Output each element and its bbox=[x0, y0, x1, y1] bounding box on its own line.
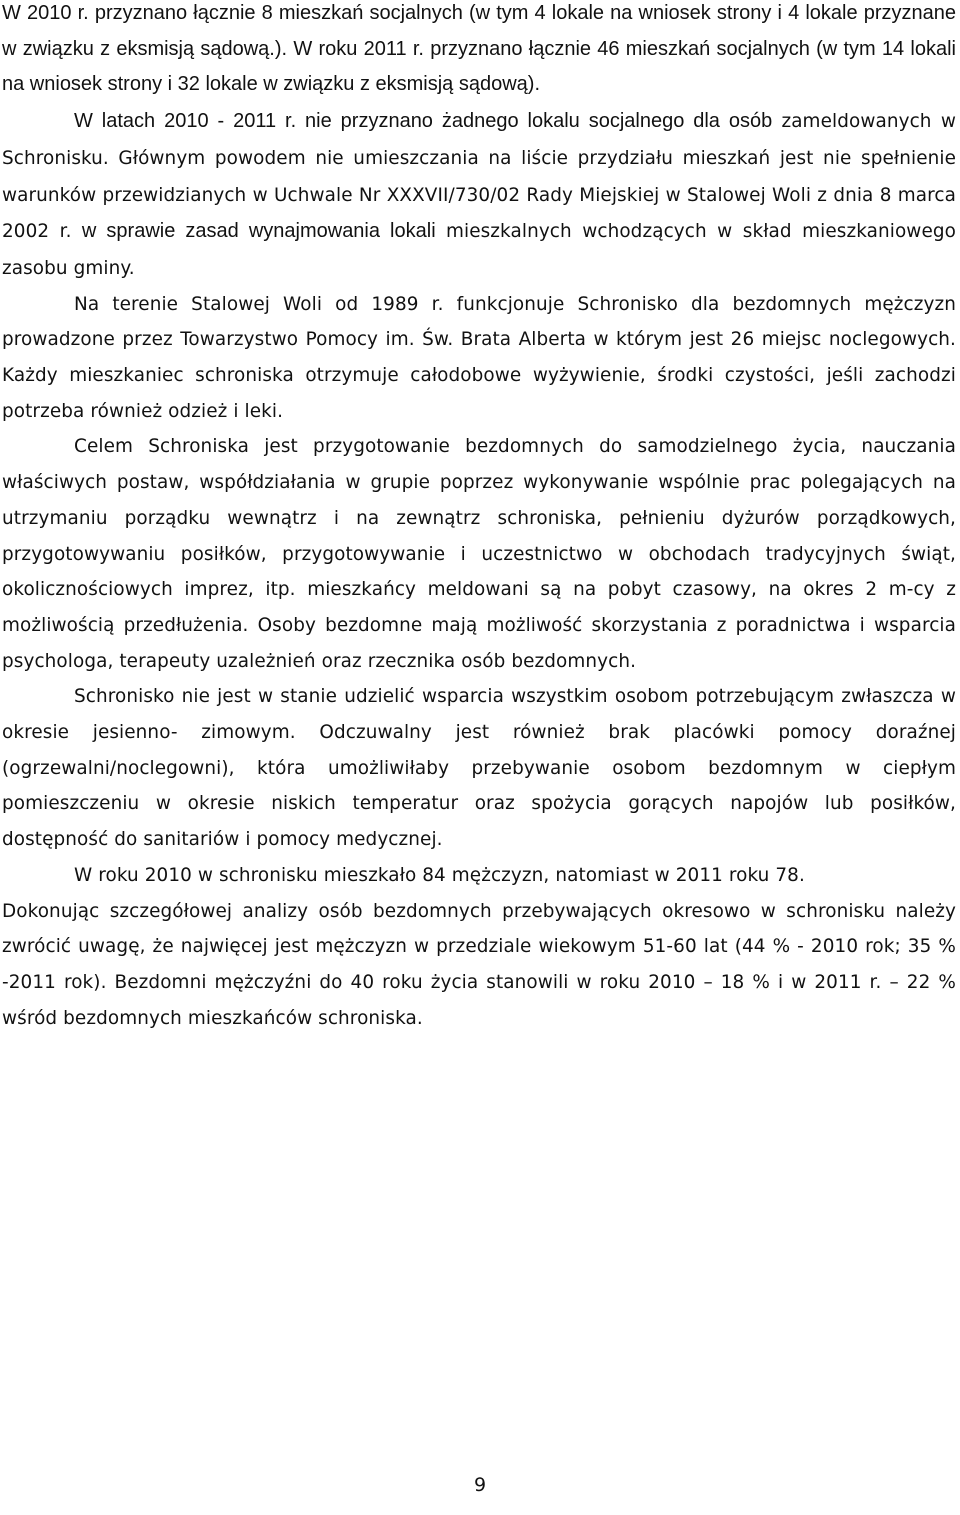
paragraph-schronisko-stalowa-wola bbox=[2, 287, 956, 430]
text-zameldowanych: zameldowanych w Schronisku. bbox=[2, 111, 956, 169]
paragraph-latach-start: W latach 2010 - 2011 r. nie przyznano żadnego lokalu socjalnego dla osób bbox=[74, 110, 773, 133]
paragraph-schronisko-nie-jest: Schronisko nie jest w stanie udzielić wsparcia wszystkim osobom potrzebującym zwłaszcza w okresie jesienno- zimowym. Odczuwalny jest również brak placówki pomocy doraźnej (ogrzewalni/noclegowni), która umożliwiłaby przebywanie osobom bezdomnym w ciepłym pomieszczeniu w okresie niskich temperatur oraz spożycia gorących napojów lub posiłków, dostępność do sanitariów i pomocy medycznej. bbox=[2, 686, 956, 851]
text-w-sprawie-zasad: w sprawie zasad wynajmowania lokali bbox=[81, 220, 436, 243]
paragraph-latach-2010-2011 bbox=[2, 103, 956, 287]
text-na-terenie: Na terenie Stalowej Woli od 1989 r. bbox=[74, 293, 444, 315]
text-mieszkalnych: mieszkalnych wchodzących w skład mieszkaniowego zasobu gminy. bbox=[2, 221, 956, 279]
page-number: 9 bbox=[473, 1474, 487, 1496]
text-glownym-powodem: Głównym powodem nie umieszczania na liście przydziału mieszkań jest nie spełnienie warunków przewidzianych w Uchwale Nr XXXVII/730/02 Rady Miejskiej w Stalowej Woli z dnia 8 marca 2002 r. bbox=[2, 147, 956, 243]
text-funkcjonuje-schronisko: funkcjonuje Schronisko dla bezdomnych mężczyzn prowadzone przez Towarzystwo Pomocy im. Św. Brata Alberta w którym jest 26 miejsc noclegowych. Każdy mieszkaniec schroniska otrzymuje całodobowe wyżywienie, środki czystości, jeśli zachodzi potrzeba również odzież i leki. bbox=[2, 293, 956, 422]
paragraph-mieszkania-socjalne: W 2010 r. przyznano łącznie 8 mieszkań socjalnych (w tym 4 lokale na wniosek strony i 4 lokale przyznane w związku z eksmisją sądową.). W roku 2011 r. przyznano łącznie 46 mieszkań socjalnych (w tym 14 lokali na wniosek strony i 32 lokale w związku z eksmisją sądową). bbox=[2, 2, 956, 96]
paragraph-celem-schroniska: Celem Schroniska jest przygotowanie bezdomnych do samodzielnego życia, nauczania właściwych postaw, współdziałania w grupie poprzez wykonywanie wspólnie prac polegających na utrzymaniu porządku wewnątrz i na zewnątrz schroniska, pełnieniu dyżurów porządkowych, przygotowywaniu posiłków, przygotowywanie i uczestnictwo w obchodach tradycyjnych świąt, okolicznościowych imprez, itp. mieszkańcy meldowani są na pobyt czasowy, na okres 2 m-cy z możliwością przedłużenia. Osoby bezdomne mają możliwość skorzystania z poradnictwa i wsparcia psychologa, terapeuty uzależnień oraz rzecznika osób bezdomnych. bbox=[2, 436, 956, 672]
paragraph-w-roku-2010: W roku 2010 w schronisku mieszkało 84 mężczyzn, natomiast w 2011 roku 78. bbox=[74, 864, 805, 886]
document-body-top bbox=[2, 0, 956, 1036]
paragraph-dokonujac-analizy: Dokonując szczegółowej analizy osób bezdomnych przebywających okresowo w schronisku należy zwrócić uwagę, że najwięcej jest mężczyzn w przedziale wiekowym 51-60 lat (44 % - 2010 rok; 35 % -2011 rok). Bezdomni mężczyźni do 40 roku życia stanowili w roku 2010 – 18 % i w 2011 r. – 22 % wśród bezdomnych mieszkańców schroniska. bbox=[2, 900, 956, 1029]
